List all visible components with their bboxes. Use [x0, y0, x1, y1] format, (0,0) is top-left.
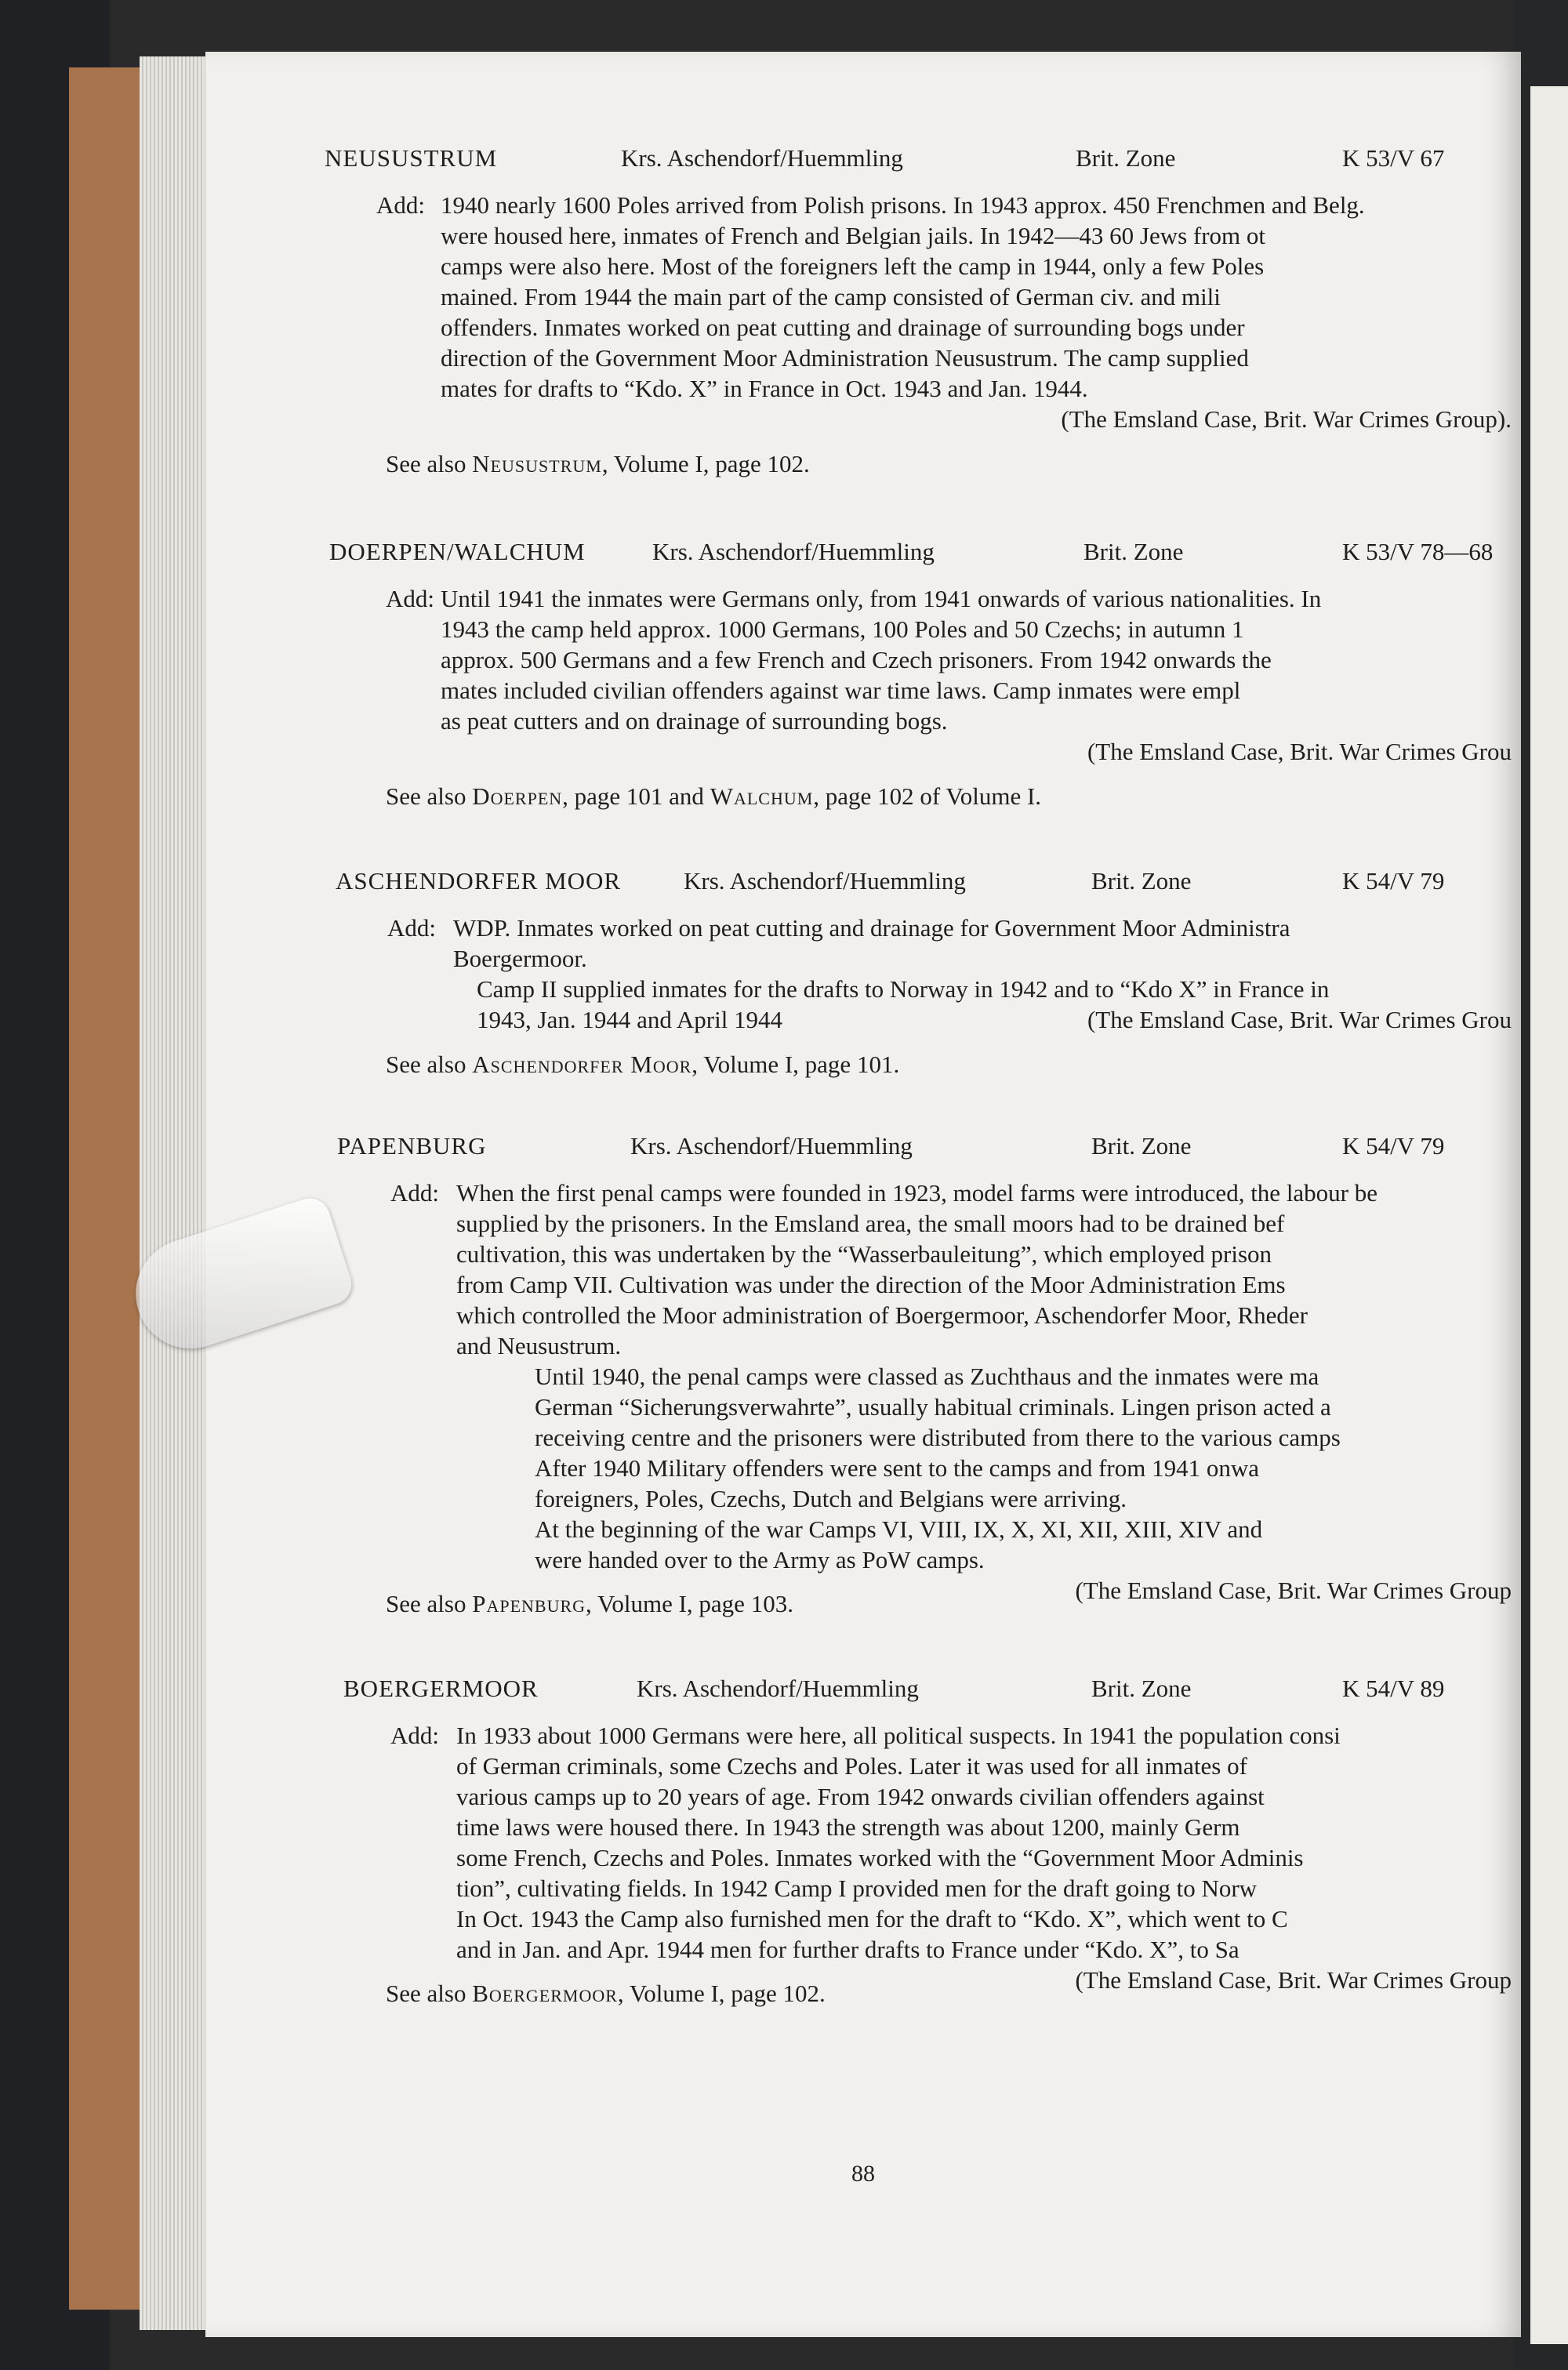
addendum-text: Until 1941 the inmates were Germans only, from 1941 onwards of various nationalities. In 1943 the camp held approx. 1000 Germans, 100 Poles and 50 Czechs; in autumn 1 approx. 500 Germans and a few French and Czech prisoners. From 1942 onwards the mates included civilian offenders against war time laws. Camp inmates were empl as peat cutters and on drainage of surrounding bogs.: [441, 585, 1322, 735]
book-page: [205, 52, 1521, 2337]
district: Krs. Aschendorf/Huemmling: [637, 1675, 919, 1702]
zone: Brit. Zone: [1091, 1132, 1192, 1160]
page-number: 88: [851, 2161, 875, 2187]
camp-name: ASCHENDORFER MOOR: [336, 867, 622, 895]
entry-header: [205, 867, 1521, 905]
district: Krs. Aschendorf/Huemmling: [684, 867, 966, 895]
add-label: Add:: [386, 585, 434, 612]
addendum: [205, 913, 1521, 1035]
see-also-prefix: See also: [386, 1051, 466, 1078]
see-also-suffix: , Volume I, page 102.: [601, 450, 810, 477]
camp-name: BOERGERMOOR: [343, 1675, 539, 1702]
addendum-text-2: Camp II supplied inmates for the drafts to Norway in 1942 and to “Kdo X” in France in 1943, Jan. 1944 and April 1944: [477, 975, 1330, 1033]
entry-aschendorfer-moor: [205, 867, 1521, 1079]
addendum: [205, 1178, 1521, 1606]
addendum: [205, 583, 1521, 767]
see-also: [386, 1051, 1521, 1079]
see-also-suffix: , Volume I, page 101.: [691, 1051, 900, 1078]
see-also: [386, 1980, 1521, 2008]
add-label: Add:: [390, 1179, 439, 1207]
add-label: Add:: [376, 191, 425, 219]
see-also-suffix: , Volume I, page 102.: [617, 1980, 826, 2007]
map-reference: K 53/V 67: [1342, 144, 1445, 172]
addendum-text: 1940 nearly 1600 Poles arrived from Polish prisons. In 1943 approx. 450 Frenchmen and Belg. were housed here, inmates of French and Belgian jails. In 1942—43 60 Jews from ot camps were also here. Most of the foreigners left the camp in 1944, only a few Poles mained. From 1944 the main part of the camp consisted of German civ. and mili offenders. Inmates worked on peat cutting and drainage of surrounding bogs under direction of the Government Moor Administration Neusustrum. The camp supplied mates for drafts to “Kdo. X” in France in Oct. 1943 and Jan. 1944.: [441, 191, 1365, 402]
source-citation: (The Emsland Case, Brit. War Crimes Grou: [1087, 1006, 1512, 1033]
map-reference: K 54/V 89: [1342, 1675, 1445, 1702]
see-also-mid: , page 101 and: [562, 782, 704, 810]
addendum-text: WDP. Inmates worked on peat cutting and drainage for Government Moor Administra Boergermoor.: [453, 914, 1290, 972]
add-label: Add:: [387, 914, 436, 942]
zone: Brit. Zone: [1091, 867, 1192, 895]
district: Krs. Aschendorf/Huemmling: [630, 1132, 913, 1160]
addendum-text-3: After 1940 Military offenders were sent to the camps and from 1941 onwa foreigners, Poles, Czechs, Dutch and Belgians were arriving.: [535, 1454, 1260, 1512]
source-citation: (The Emsland Case, Brit. War Crimes Group: [1075, 1966, 1512, 1994]
addendum: [205, 1720, 1521, 1995]
next-page-sliver: [1530, 86, 1568, 2344]
see-also-prefix: See also: [386, 1980, 466, 2007]
entry-header: [205, 1675, 1521, 1712]
page-edges: [140, 56, 210, 2330]
camp-name: PAPENBURG: [337, 1132, 487, 1160]
addendum-text-2: Until 1940, the penal camps were classed as Zuchthaus and the inmates were ma German “Sicherungsverwahrte”, usually habitual criminals. Lingen prison acted a receiving centre and the prisoners were distributed from there to the various camps: [535, 1363, 1341, 1451]
district: Krs. Aschendorf/Huemmling: [652, 538, 935, 565]
source-citation: (The Emsland Case, Brit. War Crimes Grou: [1087, 738, 1512, 765]
addendum-text-4: At the beginning of the war Camps VI, VIII, IX, X, XI, XII, XIII, XIV and were handed over to the Army as PoW camps.: [535, 1515, 1263, 1573]
entry-papenburg: [205, 1132, 1521, 1618]
entry-neusustrum: [205, 144, 1521, 478]
addendum-text: When the first penal camps were founded in 1923, model farms were introduced, the labour be supplied by the prisoners. In the Emsland area, the small moors had to be drained bef cultivation, this was undertaken by the “Wasserbauleitung”, which employed prison from Camp VII. Cultivation was under the direction of the Moor Administration Ems which controlled the Moor administration of Boergermoor, Aschendorfer Moor, Rheder and Neusustrum.: [456, 1179, 1378, 1359]
see-also: [386, 450, 1521, 478]
source-citation: (The Emsland Case, Brit. War Crimes Group: [1075, 1577, 1512, 1604]
map-reference: K 54/V 79: [1342, 867, 1445, 895]
see-also: [386, 782, 1521, 811]
source-citation: (The Emsland Case, Brit. War Crimes Group).: [1061, 405, 1512, 433]
camp-name: DOERPEN/WALCHUM: [329, 538, 586, 565]
see-also-name: Doerpen: [472, 782, 563, 810]
zone: Brit. Zone: [1091, 1675, 1192, 1702]
see-also-name-2: Walchum: [710, 782, 814, 810]
add-label: Add:: [390, 1722, 439, 1749]
addendum: [205, 190, 1521, 434]
see-also-name: Aschendorfer Moor: [472, 1051, 692, 1078]
see-also-prefix: See also: [386, 1590, 466, 1617]
district: Krs. Aschendorf/Huemmling: [621, 144, 903, 172]
see-also: [386, 1590, 1521, 1618]
map-reference: K 54/V 79: [1342, 1132, 1445, 1160]
camp-name: NEUSUSTRUM: [325, 144, 498, 172]
entry-header: [205, 1132, 1521, 1170]
entry-boergermoor: [205, 1675, 1521, 2008]
zone: Brit. Zone: [1076, 144, 1176, 172]
see-also-suffix: , page 102 of Volume I.: [813, 782, 1042, 810]
zone: Brit. Zone: [1083, 538, 1184, 565]
see-also-name: Neusustrum: [472, 450, 602, 477]
entry-header: [205, 538, 1521, 575]
addendum-text: In 1933 about 1000 Germans were here, all political suspects. In 1941 the population consi of German criminals, some Czechs and Poles. Later it was used for all inmates of various camps up to 20 years of age. From 1942 onwards civilian offenders against time laws were housed there. In 1943 the strength was about 1200, mainly Germ some French, Czechs and Poles. Inmates worked with the “Government Moor Adminis tion”, cultivating fields. In 1942 Camp I provided men for the draft going to Norw In Oct. 1943 the Camp also furnished men for the draft to “Kdo. X”, which went to C and in Jan. and Apr. 1944 men for further drafts to France under “Kdo. X”, to Sa: [456, 1722, 1341, 1963]
see-also-prefix: See also: [386, 450, 466, 477]
entry-header: [205, 144, 1521, 182]
entry-doerpen-walchum: [205, 538, 1521, 811]
book-cover-right: [1513, 0, 1568, 2370]
see-also-name: Papenburg: [472, 1590, 586, 1617]
see-also-name: Boergermoor: [472, 1980, 618, 2007]
see-also-suffix: , Volume I, page 103.: [586, 1590, 793, 1617]
map-reference: K 53/V 78—68: [1342, 538, 1494, 565]
see-also-prefix: See also: [386, 782, 466, 810]
